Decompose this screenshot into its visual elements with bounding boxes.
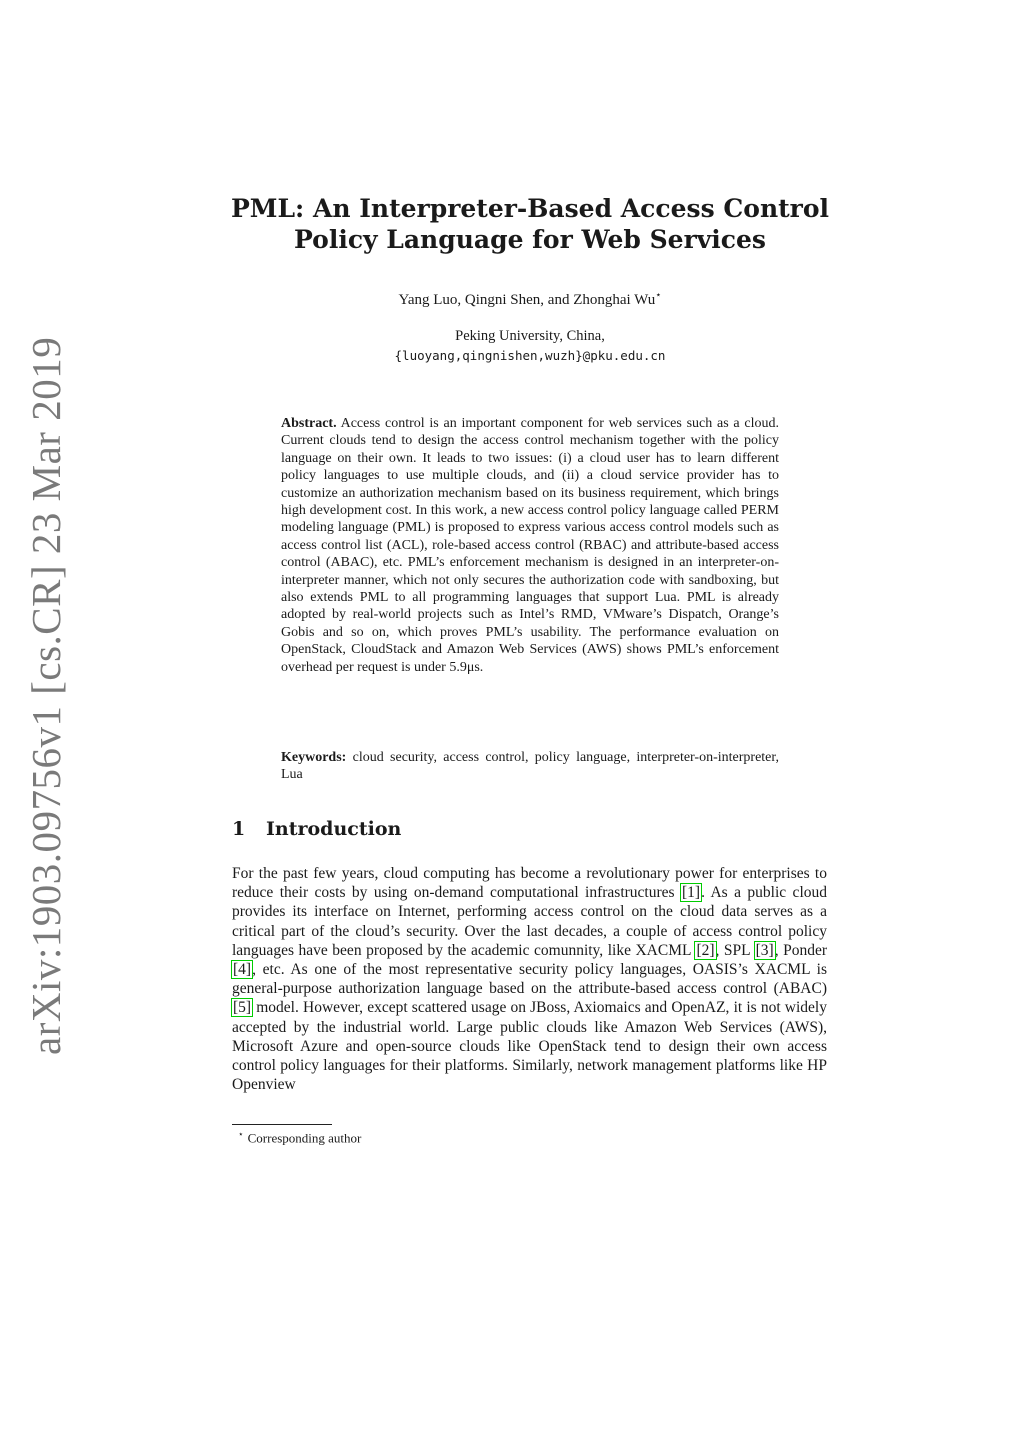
abstract-block <box>281 415 779 676</box>
section-heading-introduction <box>232 818 401 840</box>
intro-text-e: , etc. As one of the most representative security policy languages, OASIS’s XACML is general-purpose authorization language based on the attribute-based access control (ABAC) <box>232 961 827 998</box>
paper-title <box>160 193 900 255</box>
affiliation-emails: {luoyang,qingnishen,wuzh}@pku.edu.cn <box>394 348 666 363</box>
citation-link-3[interactable]: [3] <box>755 941 774 959</box>
author-list <box>0 290 1024 309</box>
affiliation-institution: Peking University, China, <box>455 328 605 344</box>
footnote-divider <box>232 1124 332 1125</box>
section-number: 1 <box>232 818 246 840</box>
intro-text-b: . As a public cloud provides its interface on Internet, performing access control on the cloud data serves as a critical part of the cloud’s security. Over the last decades, a couple of access control policy languages have been proposed by the academic comunnity, like XACML <box>232 884 827 959</box>
section-title: Introduction <box>266 818 402 840</box>
footnote-corresponding-author <box>238 1129 361 1146</box>
citation-link-2[interactable]: [2] <box>696 941 715 959</box>
abstract-label: Abstract. <box>281 416 337 431</box>
citation-link-4[interactable]: [4] <box>233 961 252 979</box>
arxiv-identifier-stamp: arXiv:1903.09756v1 [cs.CR] 23 Mar 2019 <box>23 336 69 1055</box>
title-line-2: Policy Language for Web Services <box>294 225 766 254</box>
affiliation-block <box>0 327 1024 365</box>
keywords-block <box>281 749 779 784</box>
footnote-text: Corresponding author <box>247 1130 362 1146</box>
abstract-text: Access control is an important component for web services such as a cloud. Current clouds tend to design the access control mechanism together with the policy language on their own. It leads to two issues: (i) a cloud user has to learn different policy languages to use multiple clouds, and (ii) a cloud service provider has to customize an authorization mechanism based on its business requirement, which brings high development cost. In this work, a new access control policy language called PERM modeling language (PML) is proposed to express various access control models such as access control list (ACL), role-based access control (RBAC) and attribute-based access control (ABAC), etc. PML’s enforcement mechanism is designed in an interpreter-on-interpreter manner, which not only secures the authorization code with sandboxing, but also extends PML to all programming languages that support Lua. PML is already adopted by real-world projects such as Intel’s RMD, VMware’s Dispatch, Orange’s Gobis and so on, which proves PML’s usability. The performance evaluation on OpenStack, CloudStack and Amazon Web Services (AWS) shows PML’s enforcement overhead per request is under 5.9μs. <box>281 416 779 675</box>
title-line-1: PML: An Interpreter-Based Access Control <box>230 194 830 223</box>
corresponding-author-mark: ⋆ <box>655 290 662 301</box>
intro-text-f: model. However, except scattered usage on JBoss, Axiomaics and OpenAZ, it is not widely accepted by the industrial world. Large public clouds like Amazon Web Services (AWS), Microsoft Azure and open-source clouds like OpenStack tend to design their own access control policy languages for their platforms. Similarly, network management platforms like HP Openview <box>232 999 827 1094</box>
introduction-paragraph <box>232 864 827 1094</box>
keywords-text: cloud security, access control, policy language, interpreter-on-interpreter, Lua <box>281 750 779 783</box>
citation-link-5[interactable]: [5] <box>233 999 252 1017</box>
intro-text-d: , Ponder <box>774 941 828 959</box>
citation-link-1[interactable]: [1] <box>681 884 701 902</box>
footnote-mark: ⋆ <box>238 1129 244 1139</box>
author-names: Yang Luo, Qingni Shen, and Zhonghai Wu <box>398 292 656 308</box>
intro-text-a: For the past few years, cloud computing has become a revolutionary power for enterprises to reduce their costs by using on-demand computational infrastructures <box>232 865 827 902</box>
intro-text-c: , SPL <box>715 941 755 959</box>
keywords-label: Keywords: <box>281 750 347 765</box>
